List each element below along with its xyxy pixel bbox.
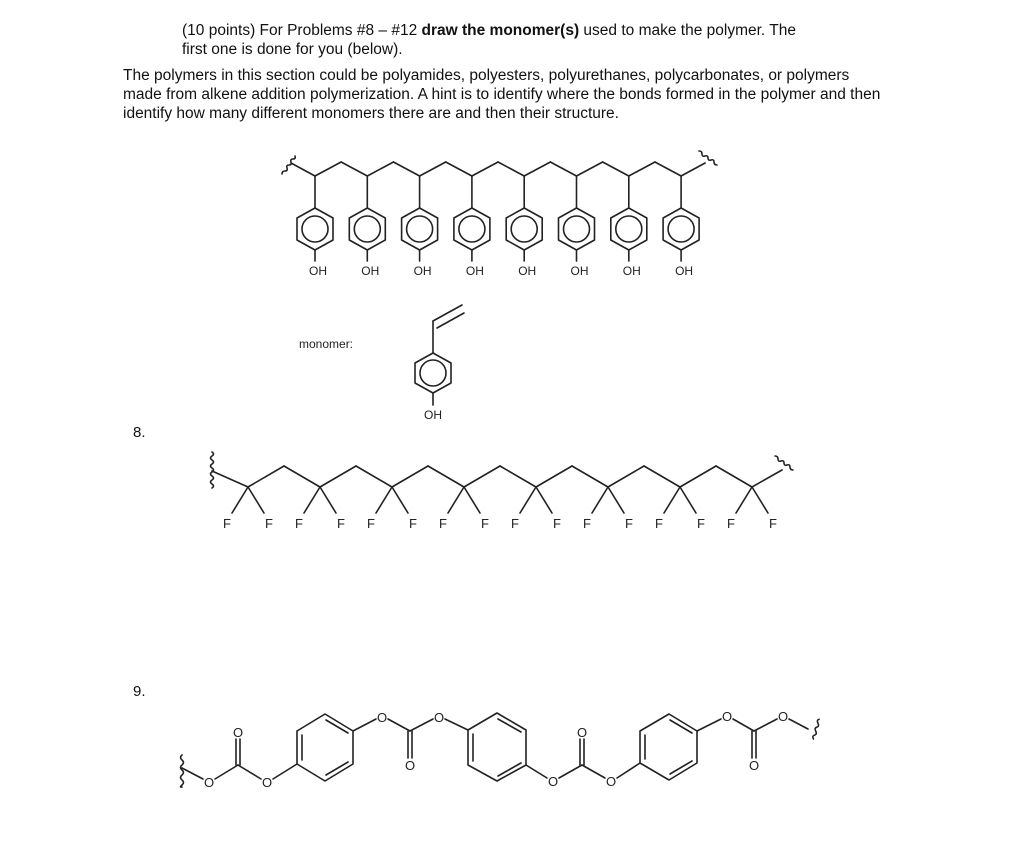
f-label: F — [625, 516, 633, 531]
f-label: F — [409, 516, 417, 531]
oh-label: OH — [309, 264, 327, 278]
hint-paragraph: The polymers in this section could be polyamides, polyesters, polyurethanes, polycarbonates, or polymers made from alkene addition polymerization. A hint is to identify where the bonds formed in the polymer and then identify how many different monomers there are and then their structure. — [123, 67, 881, 122]
f-label: F — [295, 516, 303, 531]
problem-8-f-labels — [223, 516, 777, 531]
example-monomer — [415, 305, 464, 405]
instructions-prefix: (10 points) For Problems #8 – #12 — [182, 22, 422, 39]
svg-text:O: O — [777, 709, 789, 724]
oh-label: OH — [361, 264, 380, 278]
f-label: F — [553, 516, 561, 531]
f-label: F — [265, 516, 273, 531]
oh-label: OH — [570, 264, 589, 278]
instructions-emphasis: draw the monomer(s) — [421, 22, 580, 39]
problem-number-8: 8. — [133, 424, 146, 441]
svg-text:O: O — [433, 710, 445, 725]
oh-label: OH — [413, 264, 432, 278]
f-label: F — [439, 516, 447, 531]
svg-text:O: O — [261, 775, 273, 790]
wavy-end-icon — [808, 719, 823, 739]
f-label: F — [727, 516, 735, 531]
oh-label: OH — [518, 264, 537, 278]
problem-8-polymer — [211, 452, 794, 513]
instructions-suffix: used to make the polymer. The — [579, 22, 796, 39]
f-label: F — [655, 516, 663, 531]
example-oh-labels — [309, 264, 693, 278]
svg-text:O: O — [605, 774, 617, 789]
svg-text:O: O — [721, 709, 733, 724]
f-label: F — [583, 516, 591, 531]
f-label: F — [367, 516, 375, 531]
wavy-end-icon — [775, 456, 793, 470]
oh-label: OH — [465, 264, 484, 278]
wavy-end-icon — [211, 452, 214, 488]
monomer-label: monomer: — [299, 337, 354, 351]
problem-9-polymer — [181, 713, 824, 787]
problem-number-9: 9. — [133, 683, 146, 700]
instructions-line2: first one is done for you (below). — [182, 41, 403, 58]
f-label: F — [223, 516, 231, 531]
f-label: F — [337, 516, 345, 531]
example-polymer — [282, 151, 717, 261]
f-label: F — [481, 516, 489, 531]
f-label: F — [697, 516, 705, 531]
wavy-end-icon — [699, 151, 717, 165]
svg-text:O: O — [203, 775, 215, 790]
monomer-oh-label: OH — [424, 408, 442, 422]
wavy-end-icon — [181, 755, 184, 787]
oh-label: OH — [622, 264, 641, 278]
f-label: F — [511, 516, 519, 531]
f-label: F — [769, 516, 777, 531]
svg-text:O: O — [547, 774, 559, 789]
svg-text:O: O — [232, 725, 244, 740]
oh-label: OH — [675, 264, 694, 278]
svg-text:O: O — [404, 758, 416, 773]
svg-text:O: O — [748, 758, 760, 773]
svg-text:O: O — [576, 725, 588, 740]
problem-9-atom-labels — [204, 709, 788, 790]
svg-text:O: O — [376, 710, 388, 725]
